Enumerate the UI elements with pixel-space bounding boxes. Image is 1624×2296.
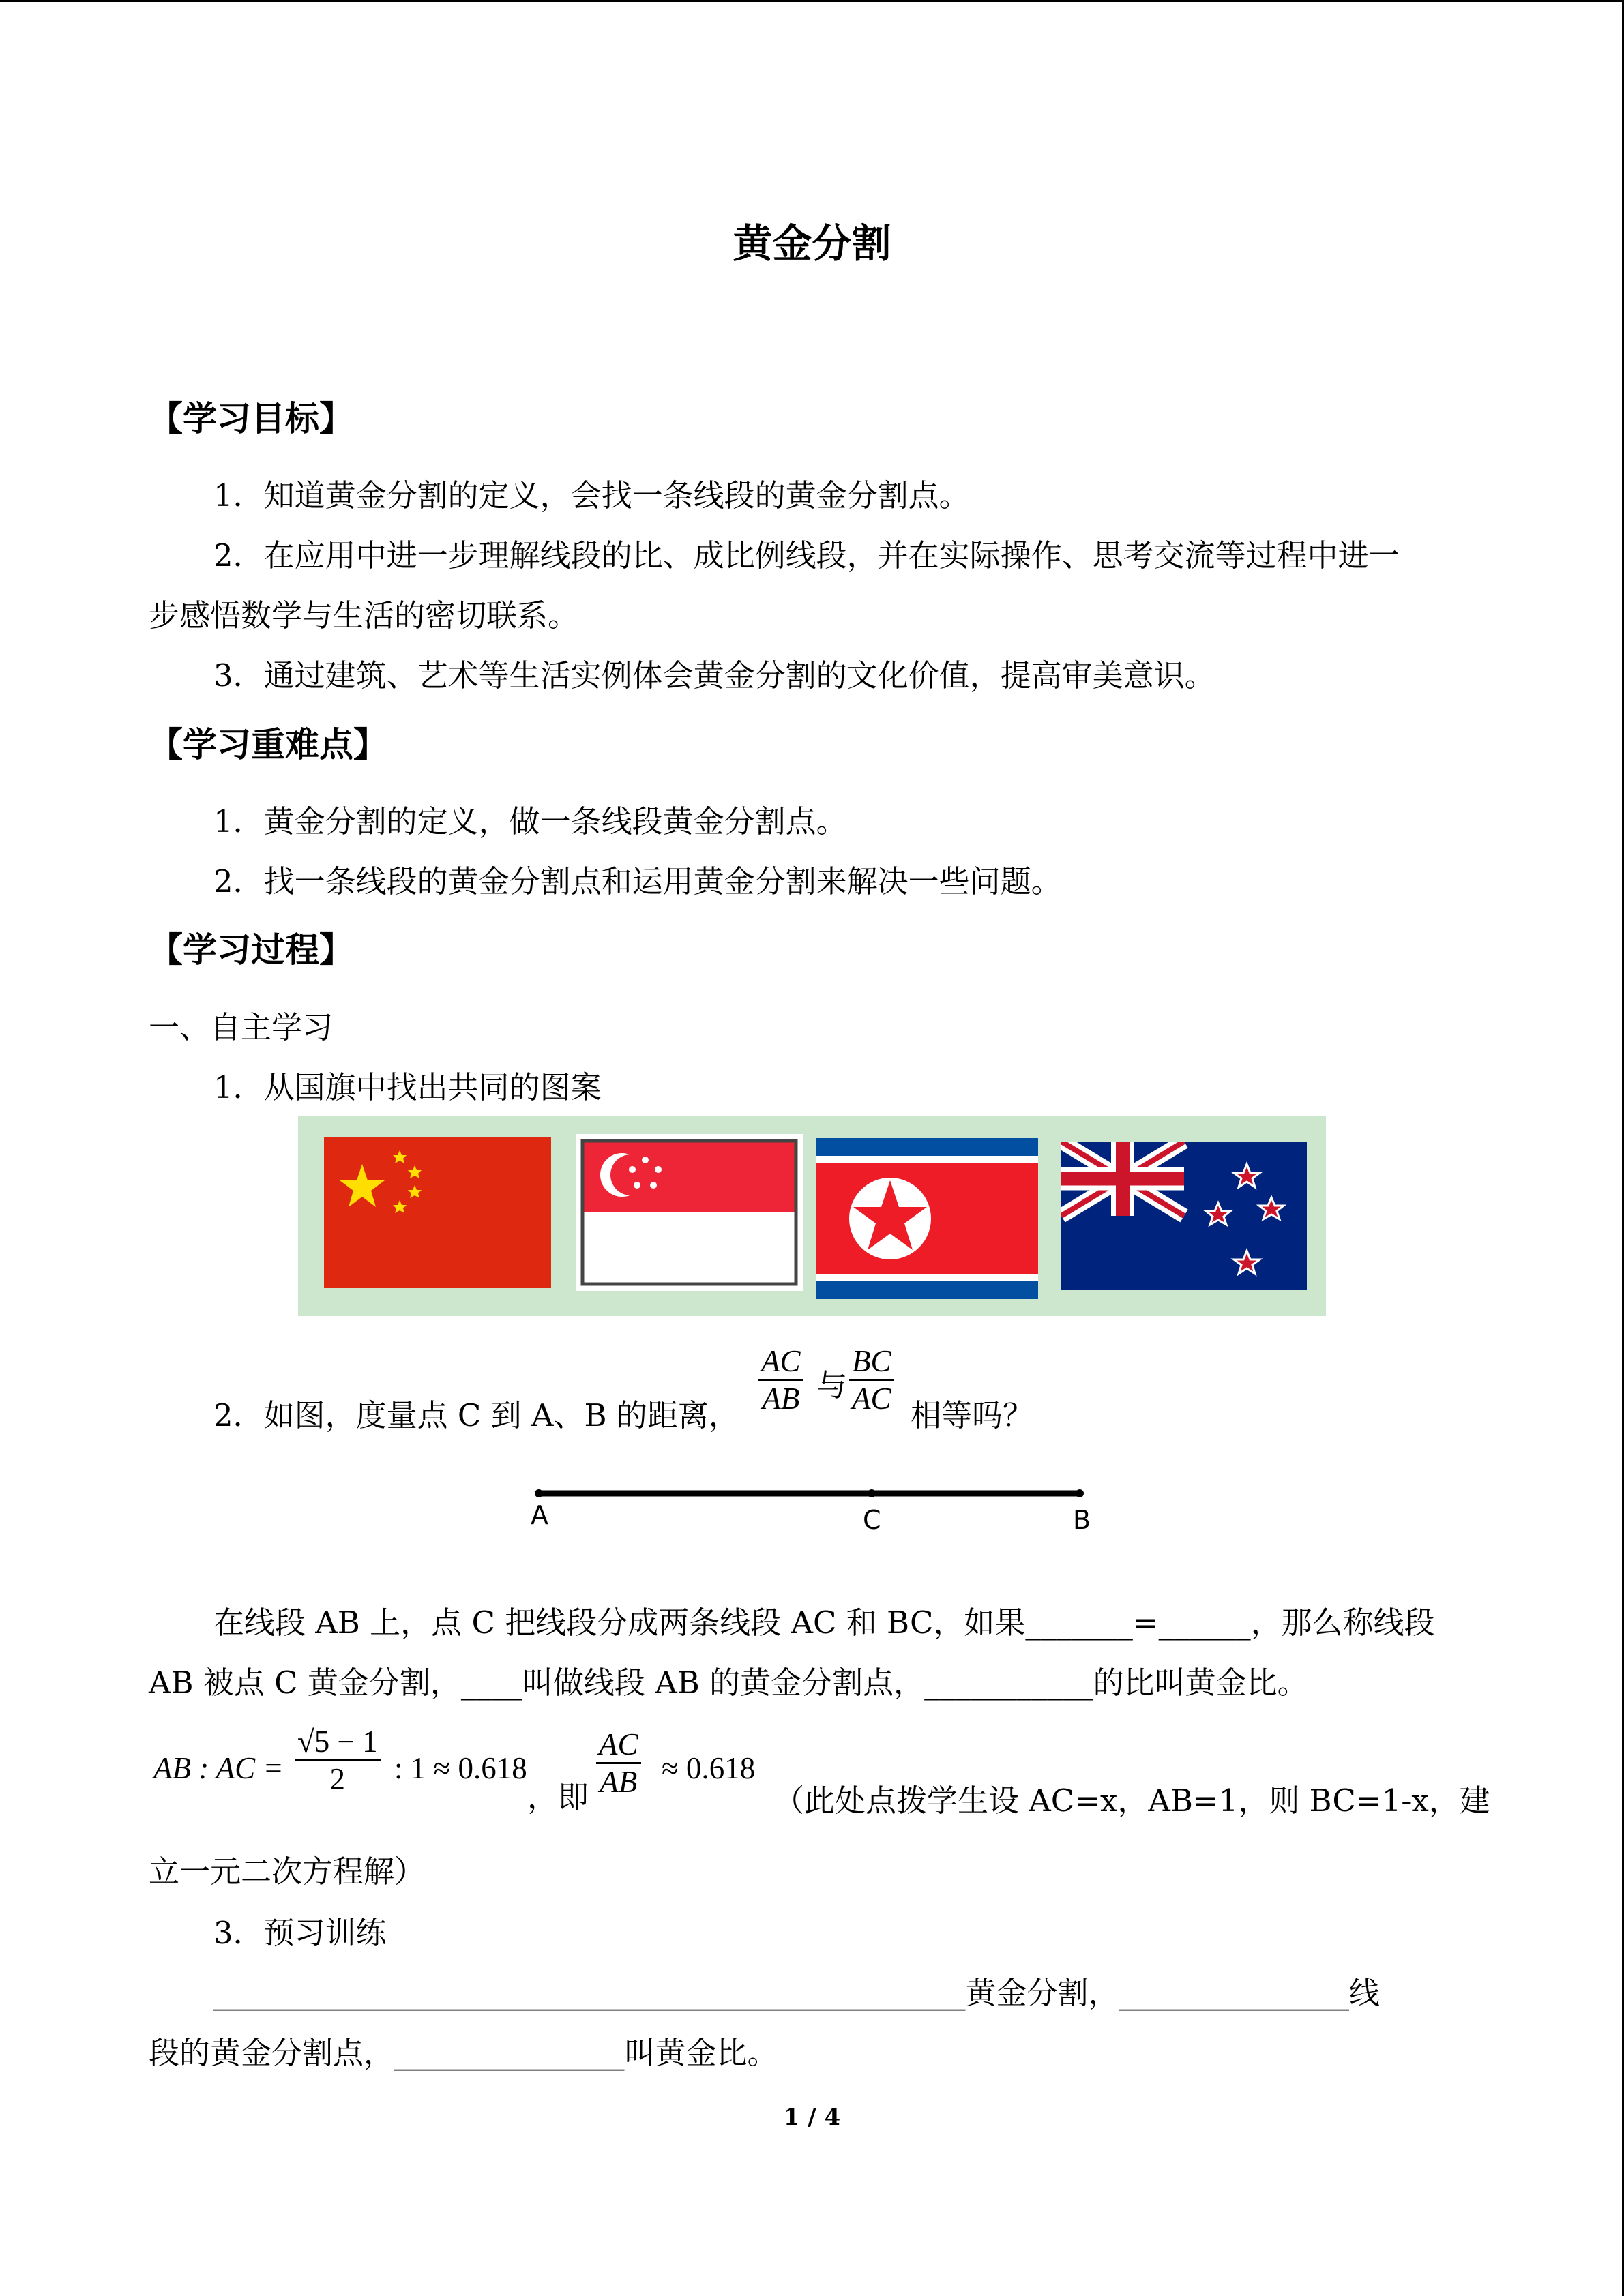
point-b (1076, 1489, 1084, 1497)
practice-line-1: _________________________________________________黄金分割，_______________线 (213, 1975, 1381, 2011)
question-2-prefix: 2．如图，度量点 C 到 A、B 的距离， (213, 1397, 739, 1433)
fraction-ac-ab (758, 1343, 803, 1416)
label-a: A (531, 1500, 548, 1530)
key-point-1: 1．黄金分割的定义，做一条线段黄金分割点。 (213, 803, 847, 839)
point-c (868, 1489, 876, 1497)
star-icon (642, 1157, 649, 1163)
china-flag (324, 1137, 551, 1288)
fraction-ac-ab-2 (596, 1727, 641, 1800)
formula-right: : 1 ≈ 0.618 (394, 1751, 527, 1785)
goal-item-3: 3．通过建筑、艺术等生活实例体会黄金分割的文化价值，提高审美意识。 (213, 657, 1215, 694)
formula2-right: ≈ 0.618 (662, 1751, 756, 1785)
goal-item-2: 2．在应用中进一步理解线段的比、成比例线段，并在实际操作、思考交流等过程中进一 (213, 537, 1400, 573)
question-2-suffix: 相等吗？ (911, 1397, 1034, 1433)
label-b: B (1073, 1505, 1091, 1535)
point-a (535, 1489, 543, 1497)
page-number: 1 / 4 (783, 2104, 841, 2131)
singapore-flag (576, 1134, 803, 1291)
definition-line-1: 在线段 AB 上，点 C 把线段分成两条线段 AC 和 BC，如果_______=______，那么称线段 (213, 1605, 1435, 1641)
key-point-2: 2．找一条线段的黄金分割点和运用黄金分割来解决一些问题。 (213, 863, 1062, 899)
formula-mid: ，即 (527, 1779, 589, 1815)
new-zealand-flag (1061, 1142, 1307, 1290)
union-jack-icon (1061, 1142, 1184, 1216)
fraction-denominator: 2 (329, 1762, 346, 1796)
flags-panel (298, 1116, 1326, 1316)
fraction-denominator: AB (762, 1382, 800, 1416)
star-icon (634, 1182, 640, 1189)
page-title: 黄金分割 (733, 220, 891, 267)
question-1: 1．从国旗中找出共同的图案 (213, 1069, 602, 1105)
fraction-numerator: AC (596, 1727, 641, 1764)
formula-note: （此处点拨学生设 AC=x，AB=1，则 BC=1-x，建 (773, 1783, 1490, 1819)
star-icon (655, 1166, 662, 1173)
goals-heading: 【学习目标】 (149, 398, 353, 438)
process-heading: 【学习过程】 (149, 929, 353, 970)
fraction-golden (295, 1724, 381, 1797)
fraction-bc-ac (849, 1343, 894, 1416)
goal-item-2-cont: 步感悟数学与生活的密切联系。 (149, 597, 579, 633)
practice-line-2: 段的黄金分割点，_______________叫黄金比。 (149, 2035, 778, 2071)
question-2-with: 与 (816, 1367, 848, 1403)
fraction-denominator: AC (852, 1382, 891, 1416)
part1-title: 一、自主学习 (149, 1009, 334, 1045)
goal-item-1: 1．知道黄金分割的定义，会找一条线段的黄金分割点。 (213, 477, 970, 513)
question-3: 3．预习训练 (213, 1915, 387, 1951)
fraction-denominator: AB (600, 1765, 638, 1799)
north-korea-flag (816, 1138, 1038, 1299)
star-icon (629, 1166, 636, 1173)
formula-note-cont: 立一元二次方程解） (149, 1853, 426, 1890)
fraction-numerator: √5 − 1 (295, 1724, 381, 1761)
label-c: C (863, 1505, 881, 1535)
key-points-heading: 【学习重难点】 (149, 724, 387, 764)
segment-figure (518, 1478, 1091, 1533)
definition-line-2: AB 被点 C 黄金分割，____叫做线段 AB 的黄金分割点，___________的比叫黄金比。 (149, 1665, 1308, 1701)
fraction-numerator: BC (849, 1343, 894, 1381)
formula-left: AB : AC = (153, 1751, 284, 1785)
star-icon (650, 1182, 657, 1189)
fraction-numerator: AC (758, 1343, 803, 1381)
